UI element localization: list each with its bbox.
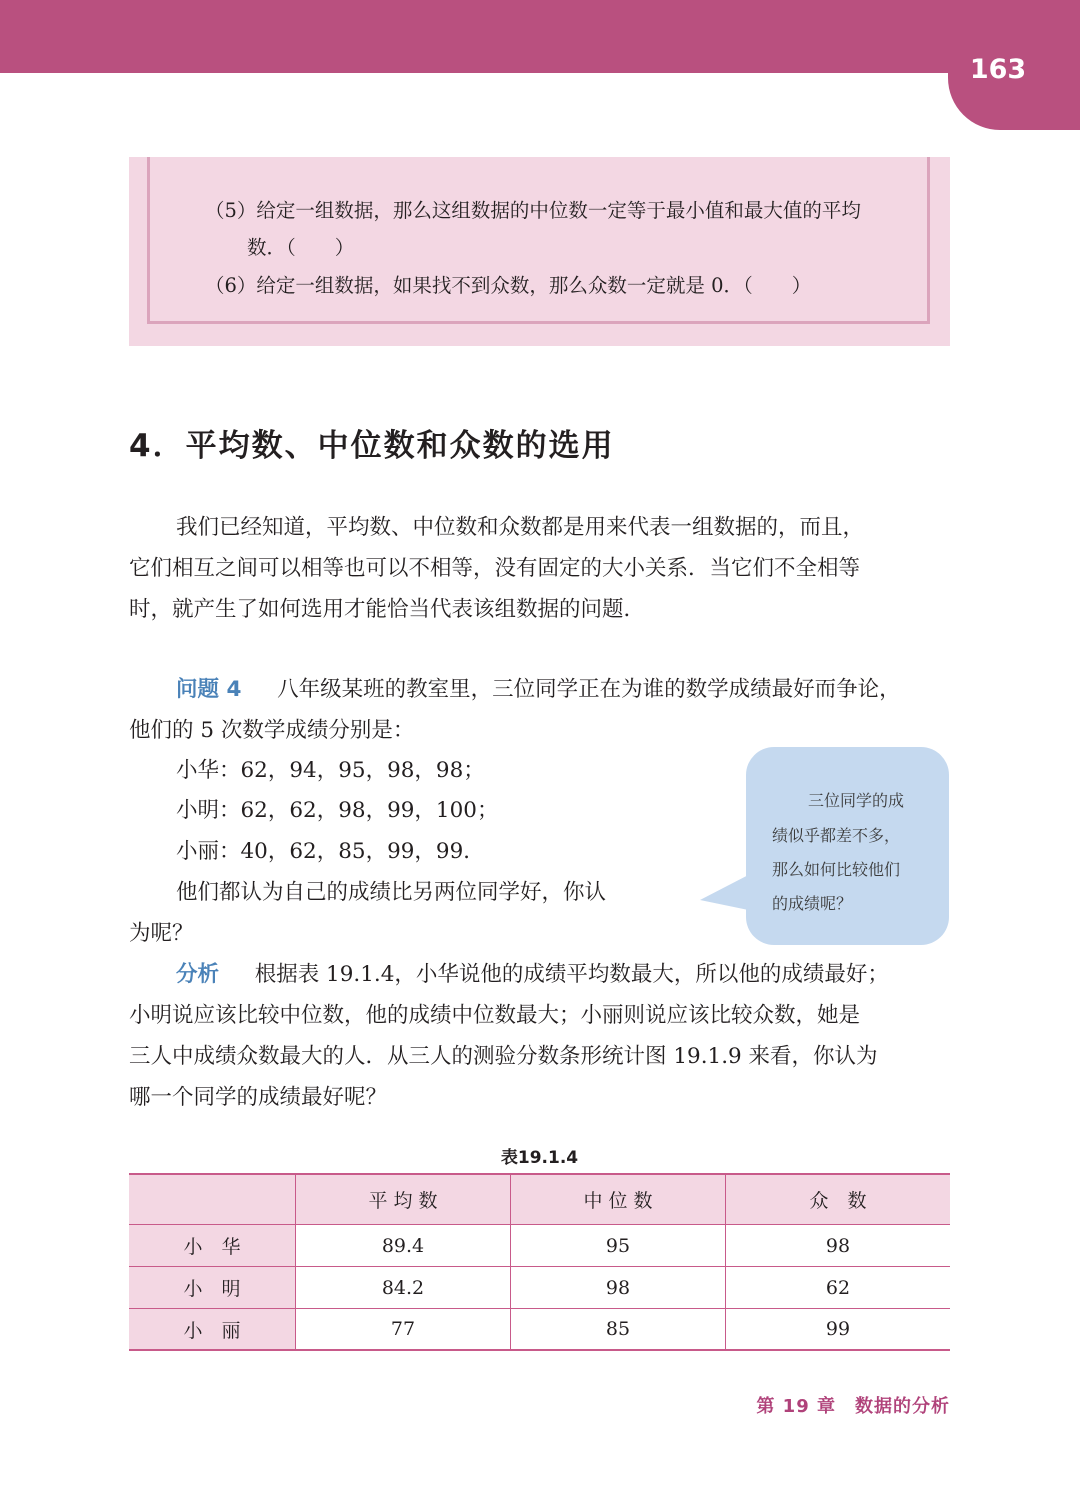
row-label-xiaoli: 小 丽 — [129, 1309, 296, 1351]
section-title: 4．平均数、中位数和众数的选用 — [129, 428, 615, 464]
analysis-line-2: 小明说应该比较中位数，他的成绩中位数最大；小丽则说应该比较众数，她是 — [129, 1003, 861, 1028]
analysis-label: 分析 — [176, 962, 220, 987]
score-xiaohua: 小华：62，94，95，98，98； — [176, 758, 485, 783]
problem-question-line-2: 为呢？ — [129, 921, 194, 946]
bubble-line-1: 三位同学的成 — [808, 791, 905, 810]
problem-question-line-1: 他们都认为自己的成绩比另两位同学好，你认 — [176, 880, 607, 905]
analysis-line-4: 哪一个同学的成绩最好呢？ — [129, 1085, 388, 1110]
cell-xiaoli-mean: 77 — [296, 1309, 511, 1351]
cell-xiaohua-mean: 89.4 — [296, 1225, 511, 1267]
intro-line-1: 我们已经知道，平均数、中位数和众数都是用来代表一组数据的，而且， — [176, 515, 865, 540]
cell-xiaoming-mean: 84.2 — [296, 1267, 511, 1309]
cell-xiaohua-mode: 98 — [726, 1225, 950, 1267]
exercise-item-5-line-1: （5）给定一组数据，那么这组数据的中位数一定等于最小值和最大值的平均 — [205, 199, 861, 222]
header-cell-mode: 众 数 — [726, 1173, 950, 1225]
row-label-xiaoming: 小 明 — [129, 1267, 296, 1309]
row-label-xiaohua: 小 华 — [129, 1225, 296, 1267]
exercise-item-5-line-2: 数．（ ） — [247, 236, 355, 259]
problem-heading — [176, 672, 901, 703]
bubble-line-4: 的成绩呢？ — [772, 894, 853, 913]
table-row — [129, 1225, 950, 1267]
cell-xiaoming-median: 98 — [511, 1267, 726, 1309]
score-xiaoli: 小丽：40，62，85，99，99． — [176, 839, 485, 864]
problem-line-1: 八年级某班的教室里，三位同学正在为谁的数学成绩最好而争论， — [277, 677, 901, 702]
intro-line-2: 它们相互之间可以相等也可以不相等，没有固定的大小关系．当它们不全相等 — [129, 556, 861, 581]
score-xiaoming: 小明：62，62，98，99，100； — [176, 798, 499, 823]
problem-label: 问题 4 — [176, 677, 242, 702]
chapter-footer: 第 19 章 数据的分析 — [756, 1396, 950, 1417]
intro-line-3: 时，就产生了如何选用才能恰当代表该组数据的问题． — [129, 597, 646, 622]
header-cell-median: 中 位 数 — [511, 1173, 726, 1225]
table-row — [129, 1309, 950, 1351]
page-number: 163 — [969, 54, 1027, 85]
table-caption: 表19.1.4 — [500, 1148, 579, 1168]
cell-xiaoli-median: 85 — [511, 1309, 726, 1351]
header-cell-mean: 平 均 数 — [296, 1173, 511, 1225]
exercise-box — [129, 157, 950, 346]
cell-xiaohua-median: 95 — [511, 1225, 726, 1267]
header-cell-empty — [129, 1173, 296, 1225]
bubble-line-2: 绩似乎都差不多， — [772, 826, 901, 845]
cell-xiaoming-mode: 62 — [726, 1267, 950, 1309]
speech-bubble — [746, 747, 949, 945]
problem-line-2: 他们的 5 次数学成绩分别是： — [129, 718, 415, 743]
bubble-line-3: 那么如何比较他们 — [772, 860, 901, 879]
top-header-band — [0, 0, 1080, 73]
table-header-row — [129, 1173, 950, 1225]
analysis-line-3: 三人中成绩众数最大的人．从三人的测验分数条形统计图 19.1.9 来看，你认为 — [129, 1044, 878, 1069]
table-row — [129, 1267, 950, 1309]
exercise-item-6: （6）给定一组数据，如果找不到众数，那么众数一定就是 0．（ ） — [205, 274, 812, 297]
analysis-line-1: 根据表 19.1.4，小华说他的成绩平均数最大，所以他的成绩最好； — [254, 962, 889, 987]
analysis-heading — [176, 957, 889, 988]
cell-xiaoli-mode: 99 — [726, 1309, 950, 1351]
